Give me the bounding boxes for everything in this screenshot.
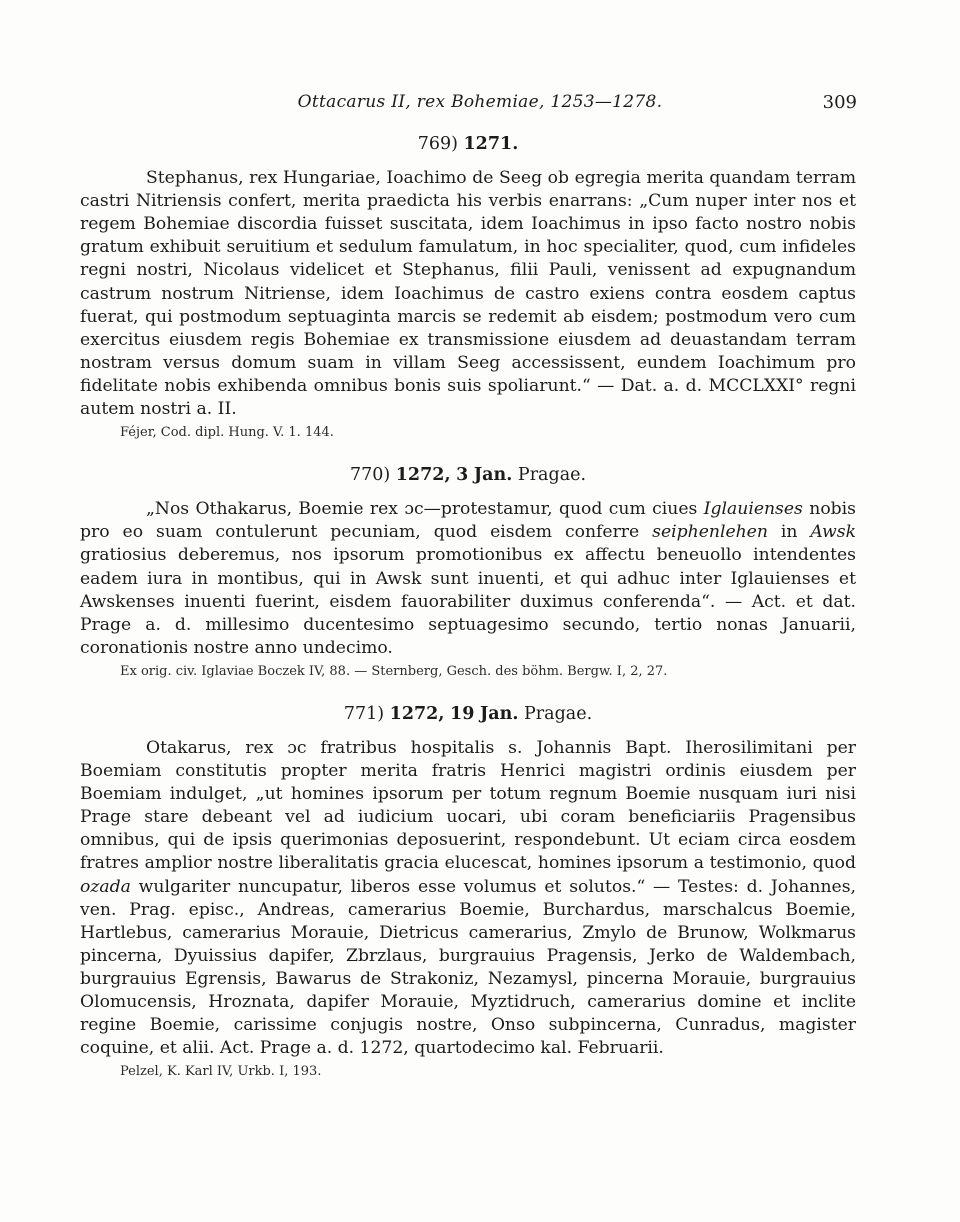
entry-number: 769) bbox=[417, 134, 458, 154]
entry-source: Féjer, Cod. dipl. Hung. V. 1. 144. bbox=[120, 425, 334, 441]
entry-month: Jan. bbox=[479, 703, 519, 724]
entry-year: 1272, bbox=[395, 465, 451, 486]
text-part: in bbox=[767, 522, 811, 543]
entry-text: Stephanus, rex Hungariae, Ioachimo de Seeg ob egregia merita quandam terram castri Nitriensis confert, merita praedicta his verbis enarrans: „Cum nuper inter nos et regem Bohemiae discordia fuisset suscitata, idem Ioachimus in ipso facto nostro nobis gratum exhibuit seruitium et sedulum famulatum, in hoc specialiter, quod, cum infideles regni nostri, Nicolaus videlicet et Stephanus, filii Pauli, venissent ad expugnandum castrum nostrum Nitriense, idem Ioachimus de castro exiens contra eosdem captus fuerat, qui postmodum septuaginta marcis se redemit ab eisdem; postmodum vero cum exercitus eiusdem regis Bohemiae ex transmissione eiusdem ad deuastandam terram nostram versus domum suam in villam Seeg accessissent, eundem Ioachimum pro fidelitate nobis exhibenda omnibus bonis suis spoliarunt.“ — Dat. a. d. MCCLXXI° regni autem nostri a. II. bbox=[80, 168, 856, 420]
entry-heading bbox=[80, 464, 856, 487]
page-body bbox=[80, 133, 856, 1081]
entry-number: 770) bbox=[349, 465, 391, 486]
entry-day: 19 bbox=[450, 703, 475, 724]
entry-year: 1271. bbox=[463, 134, 519, 154]
page-header bbox=[0, 92, 960, 118]
text-part-italic: Awsk bbox=[810, 522, 856, 543]
entry-number: 771) bbox=[343, 703, 385, 724]
entry-770 bbox=[80, 464, 856, 681]
text-part: gratiosius deberemus, nos ipsorum promotionibus ex affectu beneuollo intendentes eadem iura in montibus, qui in Awsk sunt inuenti, et qui adhuc inter Iglauienses et Awskenses inuenti fuerint, eisdem fauorabiliter duximus conferenda“. — Act. et dat. Prage a. d. millesimo ducentesimo septuagesimo secundo, tertio nonas Januarii, coronationis nostre anno undecimo. bbox=[80, 545, 856, 658]
text-part: „Nos Othakarus, Boemie rex ɔc—protestamur, quod cum ciues bbox=[146, 499, 704, 520]
entry-source: Pelzel, K. Karl IV, Urkb. I, 193. bbox=[120, 1064, 322, 1080]
entry-771 bbox=[80, 703, 856, 1081]
page-number: 309 bbox=[822, 92, 857, 113]
text-part-italic: seiphenlehen bbox=[652, 522, 768, 543]
entry-heading bbox=[80, 133, 856, 156]
running-head: Ottacarus II, rex Bohemiae, 1253—1278. bbox=[297, 92, 663, 112]
text-part-italic: Iglauienses bbox=[703, 499, 803, 520]
entry-769 bbox=[80, 133, 856, 442]
entry-source: Ex orig. civ. Iglaviae Boczek IV, 88. — Sternberg, Gesch. des böhm. Bergw. I, 2, 27. bbox=[120, 663, 668, 679]
entry-month: Jan. bbox=[473, 465, 513, 486]
entry-day: 3 bbox=[456, 465, 469, 486]
text-part-italic: ozada bbox=[80, 876, 131, 897]
entry-heading bbox=[80, 703, 856, 726]
text-part: Otakarus, rex ɔc fratribus hospitalis s. Johannis Bapt. Iherosilimitani per Boemiam constitutis propter merita fratris Henrici magistri ordinis eiusdem per Boemiam indulget, „ut homines ipsorum per totum regnum Boemie nusquam iuri nisi Prage stare debeant vel ad iudicium uocari, ubi coram beneficiariis Pragensibus omnibus, qui de ipsis querimonias deposuerint, respondebunt. Ut eciam circa eosdem fratres amplior nostre liberalitatis gracia elucescat, homines ipsorum a testimonio, quod bbox=[80, 737, 856, 874]
entry-text bbox=[80, 737, 856, 1060]
entry-text bbox=[80, 498, 856, 660]
text-part: nobis pro eo suam contulerunt pecuniam, quod eisdem conferre bbox=[80, 499, 856, 543]
entry-place: Pragae. bbox=[517, 465, 587, 486]
entry-year: 1272, bbox=[389, 703, 445, 724]
entry-place: Pragae. bbox=[524, 703, 593, 724]
text-part: wulgariter nuncupatur, liberos esse volumus et solutos.“ — Testes: d. Johannes, ven. Prag. episc., Andreas, camerarius Boemie, Burchardus, marschalcus Boemie, Hartlebus, camerarius Morauie, Dietricus camerarius, Zmylo de Brunow, Wolkmarus pincerna, Dyuissius dapifer, Zbrzlaus, burgrauius Pragensis, Jerko de Waldembach, burgrauius Egrensis, Bawarus de Strakoniz, Nezamysl, pincerna Morauie, burgrauius Olomucensis, Hroznata, dapifer Morauie, Myztidruch, camerarius domine et inclite regine Boemie, carissime conjugis nostre, Onso subpincerna, Cunradus, magister coquine, et alii. Act. Prage a. d. 1272, quartodecimo kal. Februarii. bbox=[80, 876, 856, 1059]
